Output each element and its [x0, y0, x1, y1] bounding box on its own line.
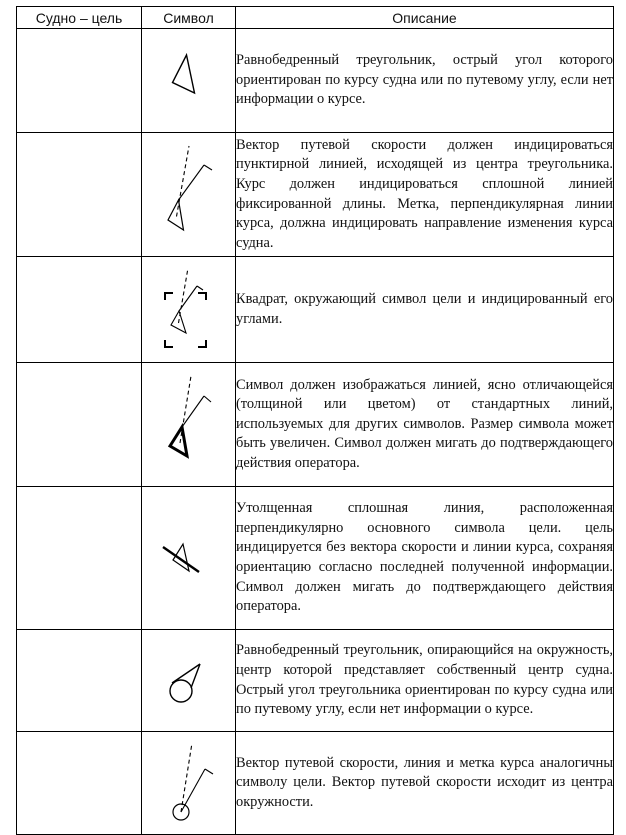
target-cell: [17, 363, 142, 487]
selected-target-square-icon: [143, 258, 235, 362]
symbol-cell: [142, 732, 236, 835]
triangle-icon: [143, 31, 235, 131]
target-cell: [17, 29, 142, 133]
description-cell: Равнобедренный треугольник, острый угол которого ориентирован по курсу судна или по путевому углу, если нет информации о курсе.: [236, 29, 614, 133]
description-cell: Равнобедренный треугольник, опирающийся на окружность, центр которой представляет собственный центр судна. Острый угол треугольника ориентирован по курсу судна или по путевому углу, если нет информации о курсе.: [236, 630, 614, 732]
table-row: [17, 487, 614, 630]
table-header-row: [17, 7, 614, 29]
target-cell: [17, 133, 142, 257]
header-symbol: Символ: [142, 7, 236, 29]
crossed-triangle-icon: [143, 488, 235, 628]
description-cell: Утолщенная сплошная линия, расположенная перпендикулярно основного символа цели. цель индицируется без вектора скорости и линии курса, сохраняя ориентацию согласно последней полученной информации. Символ должен мигать до подтверждающего действия оператора.: [236, 487, 614, 630]
table-row: [17, 29, 614, 133]
symbol-cell: [142, 630, 236, 732]
symbol-cell: [142, 257, 236, 363]
description-cell: Вектор путевой скорости, линия и метка курса аналогичны символу цели. Вектор путевой скорости исходит из центра окружности.: [236, 732, 614, 835]
description-cell: Вектор путевой скорости должен индицироваться пунктирной линией, исходящей из центра треугольника. Курс должен индицироваться сплошной линией фиксированной длины. Метка, перпендикулярная линии курса, должна индицировать направление изменения курса судна.: [236, 133, 614, 257]
symbol-cell: [142, 487, 236, 630]
target-cell: [17, 257, 142, 363]
table-row: [17, 630, 614, 732]
triangle-on-circle-icon: [143, 631, 235, 731]
table-row: [17, 732, 614, 835]
symbol-cell: [142, 363, 236, 487]
description-cell: Символ должен изображаться линией, ясно отличающейся (толщиной или цветом) от стандартных линий, используемых для других символов. Размер символа может быть увеличен. Символ должен мигать до подтверждающего действия оператора.: [236, 363, 614, 487]
target-cell: [17, 630, 142, 732]
table-row: [17, 363, 614, 487]
header-description: Описание: [236, 7, 614, 29]
target-cell: [17, 487, 142, 630]
symbol-cell: [142, 133, 236, 257]
symbol-cell: [142, 29, 236, 133]
circle-with-velocity-vector-icon: [143, 733, 235, 833]
table-row: [17, 257, 614, 363]
triangle-with-velocity-vector-icon: [143, 135, 235, 255]
symbol-table-frame: [16, 6, 613, 828]
header-target: Судно – цель: [17, 7, 142, 29]
table-row: [17, 133, 614, 257]
bold-triangle-icon: [143, 365, 235, 485]
description-cell: Квадрат, окружающий символ цели и индицированный его углами.: [236, 257, 614, 363]
symbol-table: [16, 6, 614, 835]
target-cell: [17, 732, 142, 835]
